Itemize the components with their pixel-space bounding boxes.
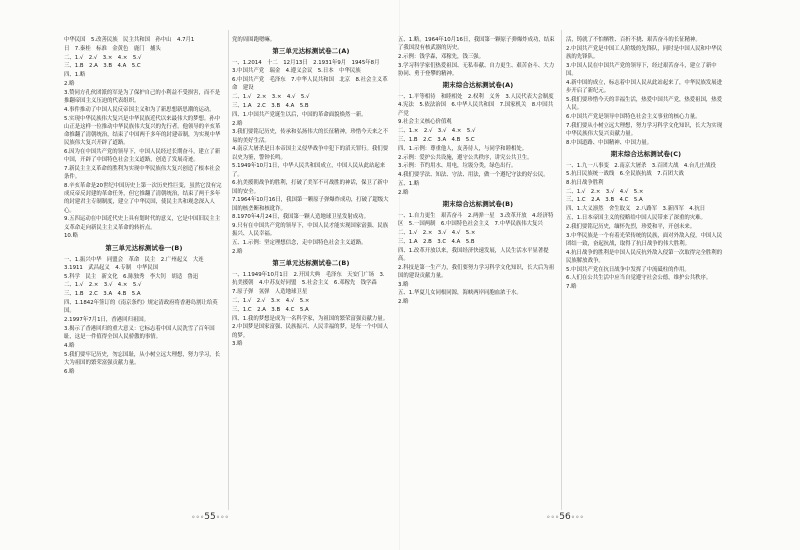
answer-line: 日 7.秦桂 标准 金黄色 鹿门 捕头 bbox=[64, 45, 161, 52]
section-heading: 第三单元达标测试卷一(B) bbox=[105, 243, 183, 252]
answer-line: 8.辛亥革命是20世纪中国历史上第一次历史性巨变，虽然它没有完成反帝反封建的革命任务，但它推翻了清朝统治，结束了两千多年的封建君主专制制度，建立了中华民国，使民主共和观念深入人心。 bbox=[64, 182, 222, 214]
answer-line: 4.南京大屠杀是日本帝国主义侵华战争中犯下的滔天罪行。我们要以史为鉴，警钟长鸣。 bbox=[232, 146, 389, 161]
answer-line: 二、1.× 2.√ 3.√ 4.× 5.√ bbox=[398, 128, 476, 135]
answer-line: 三、1.B 2.C 3.A 4.B 5.C bbox=[398, 137, 475, 143]
answer-line: 7.略 bbox=[566, 284, 577, 291]
answer-line: 4.抗日战争的胜利是中国人民反抗外敌入侵第一次取得完全胜利的民族解放战争。 bbox=[566, 249, 723, 264]
column-divider bbox=[561, 30, 562, 510]
answer-line: 一、1.2014 十二 12月13日 2.1931年9月 1945年8月 3.中国共产党 瑞金 4.遵义会议 5.日本 中华民族 bbox=[232, 60, 385, 75]
answer-line: 2.科技是第一生产力，我们要努力学习科学文化知识，长大后为祖国的建设贡献力量。 bbox=[398, 264, 555, 279]
answer-line: 5.中国共产党在抗日战争中发挥了中流砥柱的作用。 bbox=[566, 266, 690, 273]
answer-line: 2.示例：钱学森，邓稼先，钱三强。 bbox=[398, 54, 485, 60]
answer-line: 9.只有在中国共产党的领导下，中国人民才能实现国家富强、民族振兴、人民幸福。 bbox=[232, 223, 389, 238]
answer-line: 8.抗日战争胜利 bbox=[566, 179, 604, 186]
answer-line: 7.我们要从小树立远大理想，努力学习科学文化知识，长大为实现中华民族伟大复兴贡献力量。 bbox=[566, 122, 723, 137]
section-heading: 第三单元达标测试卷二(A) bbox=[272, 47, 350, 56]
answer-line: 8.1970年4月24日，我国第一颗人造地球卫星发射成功。 bbox=[232, 214, 369, 221]
answer-line: 一、1.振兴中华 同盟会 革命 民主 2.广州起义 大连 3.1911 武昌起义 4.专制 中华民国 bbox=[64, 256, 210, 271]
answer-line: 三、1.A 2.B 3.C 4.A 5.B bbox=[398, 238, 475, 245]
answer-line: 3.我们要铭记历史，传承和弘扬伟大的长征精神，珍惜今天来之不易的美好生活。 bbox=[232, 129, 389, 144]
answer-line: 三、1.A 2.C 3.B 4.A 5.B bbox=[232, 103, 309, 109]
section-heading: 期末综合达标测试卷(B) bbox=[442, 199, 514, 208]
answer-line: 五、1.华夏儿女同根同源，海峡两岸同胞血浓于水。 bbox=[398, 290, 522, 297]
answer-line: 二、1.√ 2.× 3.× 4.√ 5.√ bbox=[232, 94, 310, 101]
answer-line: 五、1.示例：坚定理想信念，走中国特色社会主义道路。 bbox=[232, 240, 367, 247]
answer-line: 党的周围跑嗯嘛。 bbox=[232, 37, 276, 43]
answer-line: 四、1.1842年签订的《南京条约》规定清政府将香港岛割让给英国。 bbox=[64, 299, 218, 315]
answer-line: 2.示例：爱护公共设施，遵守公共秩序，讲究公共卫生。 bbox=[398, 154, 533, 161]
answer-line: 6.因为在中国共产党的领导下，中国人民经过长期奋斗，建立了新中国，开辟了中国特色社会主义道路，创造了发展奇迹。 bbox=[64, 148, 221, 164]
answer-line: 4.略 bbox=[64, 342, 75, 349]
answer-line: 3.学习科学家们热爱祖国、无私奉献、自力更生、艰苦奋斗、大力协同、勇于登攀的精神。 bbox=[398, 62, 555, 77]
answer-line: 二、1.√ 2.√ 3.× 4.× 5.√ bbox=[64, 54, 142, 61]
answer-line: 一、1.1949年10月1日 2.开国大典 毛泽东 天安门广场 3.抗美援朝 4.中苏友好同盟 5.社会主义 6.邓稼先 钱学森 bbox=[232, 272, 385, 287]
answer-line: 9.五四运动在中国近代史上具有划时代的意义，它是中国旧民主主义革命走向新民主主义革命的转折点。 bbox=[64, 216, 221, 231]
answer-line: 6.中国共产党是领导中国特色社会主义事业的核心力量。 bbox=[566, 113, 701, 120]
answer-line: 5.实现中华民族伟大复兴是中华民族近代以来最伟大的梦想。孙中山正是这样一位推动中华民族伟大复兴的先行者。他领导的辛亥革命推翻了清朝统治，结束了中国两千多年的封建帝制，为实现中华民族伟大复兴开辟了道路。 bbox=[64, 115, 221, 147]
answer-line: 7.新民主主义革命的胜利为实现中华民族伟大复兴创造了根本社会条件。 bbox=[64, 165, 221, 181]
answer-line: 3.揭示了香港回归的重大意义：它标志着中国人民洗雪了百年国耻，这是一件值得全国人民骄傲的事情。 bbox=[64, 325, 215, 340]
answer-line: 7.1964年10月16日，我国第一颗原子弹爆炸成功，打破了超级大国的核垄断和核讹诈。 bbox=[232, 197, 389, 212]
answer-line: 5.1949年10月1日，中华人民共和国成立，中国人民从此站起来了。 bbox=[232, 163, 386, 178]
answer-line: 2.略 bbox=[64, 80, 75, 87]
answer-line: 一、1.平等相待 和睦相处 2.权利 义务 3.人民代表大会制度 4.宪法 5.依法治国 6.中华人民共和国 7.国家机关 8.中国共产党 bbox=[398, 94, 559, 117]
column-2 bbox=[232, 36, 390, 506]
column-3 bbox=[398, 36, 558, 506]
answer-line: 2.略 bbox=[232, 248, 243, 255]
answer-line: 三、1.B 2.C 3.A 4.B 5.A bbox=[64, 291, 141, 298]
section-heading: 期末综合达标测试卷(C) bbox=[610, 149, 682, 158]
answer-line: 5.我们要珍惜今天的幸福生活，热爱中国共产党，热爱祖国，热爱人民。 bbox=[566, 96, 723, 111]
answer-line: 中华民国 5.改善民族 民主共和国 孙中山 4.7月1 bbox=[64, 37, 195, 43]
answer-line: 一、1.自力更生 艰苦奋斗 2.两弹一星 3.改革开放 4.经济特区 5.一国两制 6.中国特色社会主义 7.中华民族伟大复兴 bbox=[398, 212, 554, 228]
answer-line: 四、1.中国共产党诞生以后，中国的革命面貌焕然一新。 bbox=[232, 111, 367, 118]
answer-line: 四、1.改革开放以来，我国经济快速发展，人民生活水平显著提高。 bbox=[398, 247, 549, 262]
answer-line: 3.赞同方孔伙团派的军是为了保护自己的小利益不受损害，而不是推翻帝国主义压迫的代表组织。 bbox=[64, 89, 221, 104]
answer-line: 4.事件推动了中国人民反帝国主义和为了新思想新思潮的运动。 bbox=[64, 106, 215, 113]
column-1 bbox=[64, 36, 224, 506]
answer-line: 3.略 bbox=[398, 281, 409, 288]
answer-line: 2.中国梦是国家富强、民族振兴、人民幸福的梦，是每一个中国人的梦。 bbox=[232, 324, 389, 339]
answer-line: 四、1.大义凛然 舍生取义 2.八路军 3.新四军 4.抗日 bbox=[566, 206, 706, 213]
answer-line: 3.略 bbox=[232, 341, 243, 348]
answer-line: 三、1.B 2.A 3.B 4.A 5.C bbox=[64, 63, 141, 70]
answer-line: 2.1997年7月1日，香港回归祖国。 bbox=[64, 316, 150, 323]
answer-line: 9.社会主义核心价值观 bbox=[398, 119, 452, 126]
answer-line: 4.我们要学法、知法、守法、用法，做一个遵纪守法的好公民。 bbox=[398, 172, 549, 179]
answer-line: 二、1.√ 2.× 3.√ 4.√ 5.× bbox=[398, 229, 476, 236]
answer-line: 2.略 bbox=[232, 120, 243, 127]
answer-line: 2.略 bbox=[398, 299, 409, 306]
answer-line: 四、1.略 bbox=[64, 72, 86, 79]
answer-line: 3.中国人民在中国共产党的领导下，经过艰苦奋斗，建立了新中国。 bbox=[566, 62, 717, 77]
answer-line: 8.中国道路、中国精神、中国力量。 bbox=[566, 139, 653, 146]
answer-line: 三、1.C 2.A 3.B 4.C 5.A bbox=[232, 306, 309, 313]
answer-line: 二、1.√ 2.√ 3.× 4.√ 5.× bbox=[232, 297, 310, 304]
answer-line: 2.我们要铭记历史，缅怀先烈，珍爱和平，开创未来。 bbox=[566, 223, 696, 230]
page-number-left: ∘∘∘55∘∘∘ bbox=[191, 512, 229, 522]
answer-line: 3.示例：节约用水、用电，垃圾分类，绿色出行。 bbox=[398, 163, 517, 170]
answer-line: 一、1.九一八事变 2.南京大屠杀 3.百团大战 4.台儿庄战役 5.抗日民族统一战线 6.全民族抗战 7.百团大战 bbox=[566, 162, 722, 177]
answer-line: 五、1.日本帝国主义的侵略给中国人民带来了深重的灾难。 bbox=[566, 214, 706, 221]
answer-line: 6.人们在公共生活中应当自觉遵守社会公德，维护公共秩序。 bbox=[566, 275, 712, 282]
answer-line: 6.中国共产党 毛泽东 7.中华人民共和国 北京 8.社会主义革命 建设 bbox=[232, 77, 388, 92]
column-divider bbox=[228, 30, 229, 510]
answer-line: 活，铸就了不怕牺牲、百折不挠、艰苦奋斗的长征精神。 bbox=[566, 37, 701, 43]
answer-line: 四、1.示例：尊重他人，友善待人，与同学和睦相处。 bbox=[398, 145, 528, 152]
answer-line: 7.原子弹 氢弹 人造地球卫星 bbox=[232, 289, 308, 296]
answer-line: 五、1.略 bbox=[398, 180, 420, 187]
answer-line: 四、1.我的梦想是成为一名科学家，为祖国的繁荣富强贡献力量。 bbox=[232, 315, 389, 322]
answer-line: 6.略 bbox=[64, 368, 75, 375]
section-heading: 期末综合达标测试卷(A) bbox=[442, 81, 514, 90]
answer-line: 2.中国共产党是中国工人阶级的先锋队，同时是中国人民和中华民族的先锋队。 bbox=[566, 45, 723, 60]
answer-line: 4.新中国的成立，标志着中国人民从此站起来了，中华民族发展进步开启了新纪元。 bbox=[566, 79, 723, 94]
answer-line: 二、1.√ 2.× 3.√ 4.√ 5.× bbox=[566, 188, 644, 195]
answer-line: 6.抗美援朝战争的胜利，打破了美军不可战胜的神话，保卫了新中国的安全。 bbox=[232, 180, 389, 195]
column-4 bbox=[566, 36, 726, 506]
page-number-right: ∘∘∘56∘∘∘ bbox=[546, 512, 584, 522]
answer-line: 3.中华民族是一个有着光荣传统的民族，面对外敌入侵，中国人民团结一致，奋起抗战，取得了抗日战争的伟大胜利。 bbox=[566, 232, 723, 247]
answer-line: 5.我们要牢记历史，勿忘国耻，从小树立远大理想，努力学习，长大为祖国的繁荣富强贡献力量。 bbox=[64, 351, 221, 366]
answer-line: 三、1.C 2.A 3.B 4.C 5.A bbox=[566, 197, 643, 204]
answer-line: 10.略 bbox=[64, 233, 78, 240]
answer-line: 2.略 bbox=[398, 189, 409, 196]
answer-line: 5.科学 民主 新文化 6.陈独秀 李大钊 胡适 鲁迅 bbox=[64, 273, 199, 280]
answer-line: 五、1.略。1964年10月16日，我国第一颗原子弹爆炸成功，结束了我国没有核武器的历史。 bbox=[398, 37, 555, 52]
answer-line: 二、1.√ 2.× 3.√ 4.× 5.√ bbox=[64, 282, 142, 289]
section-heading: 第三单元达标测试卷二(B) bbox=[272, 259, 350, 268]
